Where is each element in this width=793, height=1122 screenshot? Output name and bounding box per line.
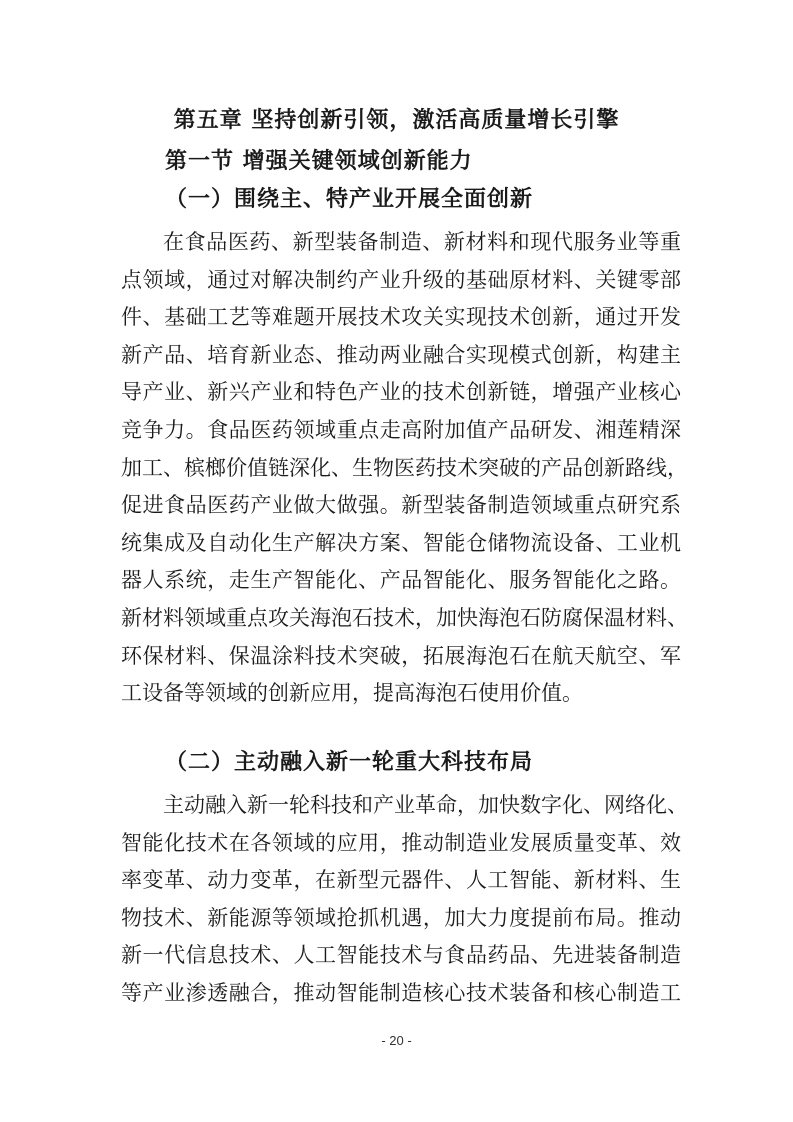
paragraph-line: 智能化技术在各领域的应用，推动制造业发展质量变革、效 — [121, 830, 681, 855]
subsection-heading-2: （二）主动融入新一轮重大科技布局 — [165, 750, 534, 775]
page-number: - 20 - — [381, 1033, 412, 1048]
paragraph-line: 率变革、动力变革，在新型元器件、人工智能、新材料、生 — [121, 868, 681, 893]
paragraph-line: 件、基础工艺等难题开展技术攻关实现技术创新，通过开发 — [121, 305, 681, 330]
paragraph-line: 点领域，通过对解决制约产业升级的基础原材料、关键零部 — [121, 267, 681, 292]
paragraph-line: 新材料领域重点攻关海泡石技术，加快海泡石防腐保温材料、 — [121, 605, 688, 630]
paragraph-line: 工设备等领域的创新应用，提高海泡石使用价值。 — [121, 681, 583, 706]
paragraph-line: 加工、槟榔价值链深化、生物医药技术突破的产品创新路线， — [121, 455, 688, 480]
section-title: 第一节 增强关键领域创新能力 — [165, 149, 473, 174]
subsection-heading-1: （一）围绕主、特产业开展全面创新 — [165, 187, 534, 212]
paragraph-1 — [121, 224, 688, 713]
paragraph-line: 新一代信息技术、人工智能技术与食品药品、先进装备制造 — [121, 943, 681, 968]
paragraph-line: 新产品、培育新业态、推动两业融合实现模式创新，构建主 — [121, 342, 681, 367]
paragraph-line: 等产业渗透融合，推动智能制造核心技术装备和核心制造工 — [121, 980, 681, 1005]
paragraph-2 — [121, 787, 688, 1013]
paragraph-line: 物技术、新能源等领域抢抓机遇，加大力度提前布局。推动 — [121, 905, 681, 930]
paragraph-line: 统集成及自动化生产解决方案、智能仓储物流设备、工业机 — [121, 530, 681, 555]
paragraph-line: 环保材料、保温涂料技术突破，拓展海泡石在航天航空、军 — [121, 643, 681, 668]
paragraph-line: 器人系统，走生产智能化、产品智能化、服务智能化之路。 — [121, 568, 681, 593]
paragraph-line: 导产业、新兴产业和特色产业的技术创新链，增强产业核心 — [121, 380, 681, 405]
paragraph-line: 在食品医药、新型装备制造、新材料和现代服务业等重 — [163, 230, 681, 254]
chapter-title: 第五章 坚持创新引领，激活高质量增长引擎 — [173, 108, 620, 133]
paragraph-line: 竞争力。食品医药领域重点走高附加值产品研发、湘莲精深 — [121, 417, 681, 442]
paragraph-line: 主动融入新一轮科技和产业革命，加快数字化、网络化、 — [163, 793, 688, 817]
paragraph-line: 促进食品医药产业做大做强。新型装备制造领域重点研究系 — [121, 493, 681, 518]
